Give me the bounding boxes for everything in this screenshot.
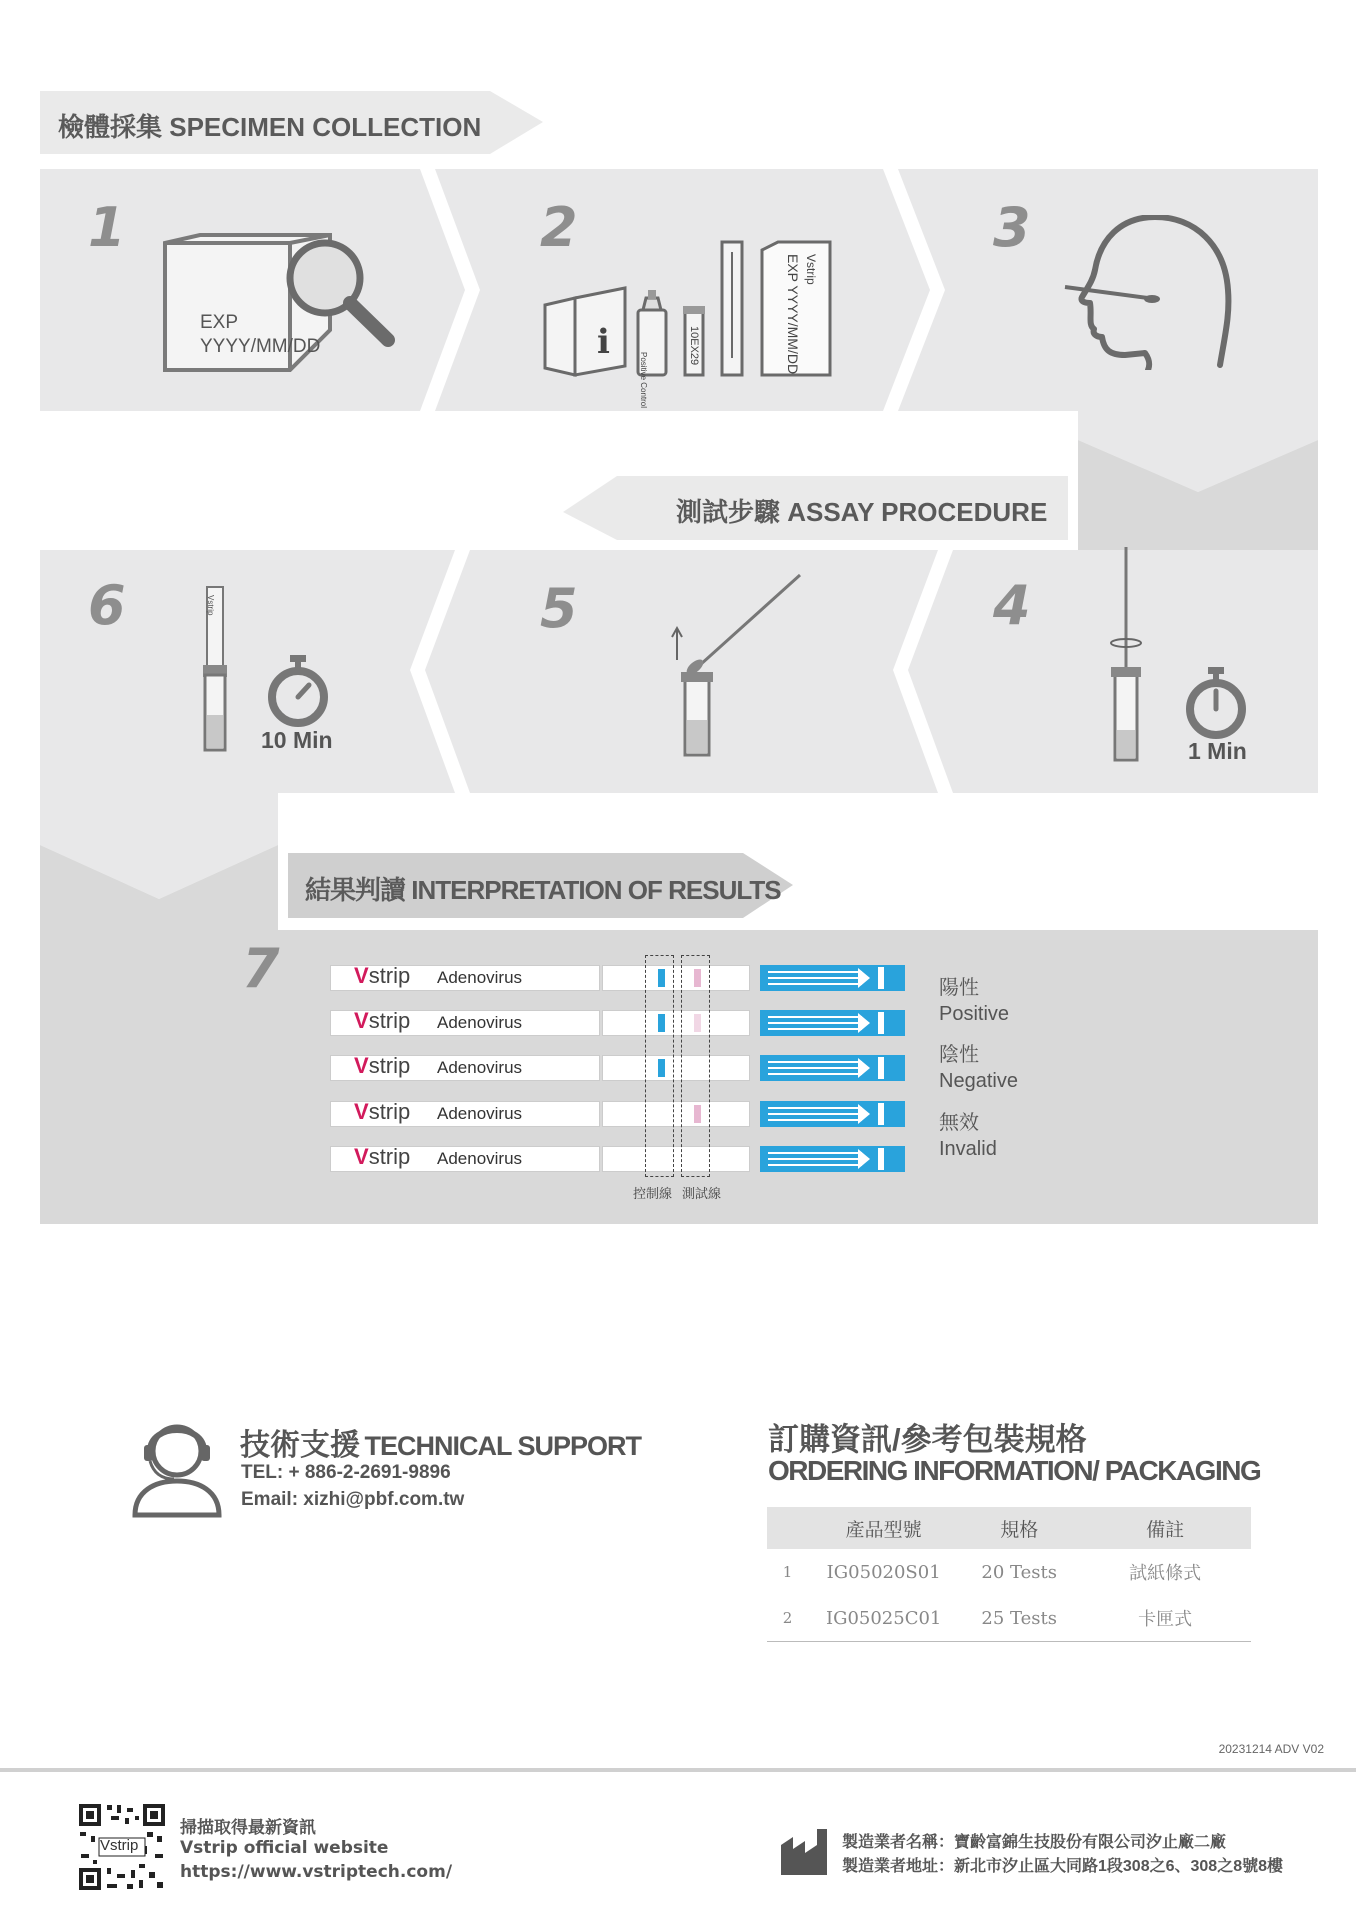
interpretation-header: 結果判讀 INTERPRETATION OF RESULTS xyxy=(305,875,781,905)
test-strip-in-tube-icon xyxy=(195,585,235,755)
strip-brand-rest: strip xyxy=(368,1053,411,1078)
strip-brand xyxy=(354,1099,410,1125)
strip-end xyxy=(878,967,884,989)
table-row xyxy=(767,1549,1251,1595)
control-line-label: 控制線 xyxy=(633,1186,673,1201)
header-note: 備註 xyxy=(1079,1507,1251,1549)
result-strip xyxy=(330,1146,905,1172)
support-title xyxy=(240,1420,641,1464)
strip-end xyxy=(878,1103,884,1125)
step-number-4: 4 xyxy=(993,574,1031,637)
result-invalid xyxy=(939,1110,997,1162)
swab-withdraw-tube-icon xyxy=(665,570,810,760)
result-invalid-zh: 無效 xyxy=(939,1112,979,1134)
pouch-brand: Vstrip xyxy=(804,254,818,285)
row-spec: 25 Tests xyxy=(981,1607,1057,1629)
support-agent-icon xyxy=(130,1413,225,1518)
strip-brand xyxy=(354,1144,410,1170)
strip-end xyxy=(878,1057,884,1079)
positive-control-label: Positive Control xyxy=(639,352,648,409)
qr-brand-text: Vstrip xyxy=(100,1837,139,1854)
result-invalid-en: Invalid xyxy=(939,1138,997,1160)
strip-arrows xyxy=(766,965,874,991)
step-number-5: 5 xyxy=(540,577,578,640)
row-no: 1 xyxy=(782,1563,793,1581)
result-positive-en: Positive xyxy=(939,1003,1010,1025)
strip-brand-v: V xyxy=(354,1053,369,1078)
strip-brand-v: V xyxy=(354,963,369,988)
support-title-zh: 技術支援 xyxy=(240,1429,360,1462)
box-exp-label: EXP xyxy=(200,312,239,333)
pouch-exp: EXP YYYY/MM/DD xyxy=(785,254,801,375)
swab-rotate-in-tube-icon xyxy=(1100,545,1160,765)
strip-brand-v: V xyxy=(354,1008,369,1033)
result-positive xyxy=(939,975,1009,1027)
strip-window xyxy=(602,965,750,991)
scan-label: 掃描取得最新資訊 xyxy=(180,1818,316,1837)
strip-brand-v: V xyxy=(354,1099,369,1124)
header-spec: 規格 xyxy=(959,1507,1079,1549)
nasal-swab-head-icon xyxy=(1060,215,1240,370)
result-negative xyxy=(939,1042,1018,1094)
table-row xyxy=(767,1595,1251,1642)
stopwatch-icon-10min xyxy=(265,653,331,729)
strip-product: Adenovirus xyxy=(437,1104,523,1123)
step4-time: 1 Min xyxy=(1188,738,1247,764)
strip-brand-v: V xyxy=(354,1144,369,1169)
control-line-zone xyxy=(645,955,674,1177)
result-strip xyxy=(330,1101,905,1127)
step-number-6: 6 xyxy=(88,574,126,637)
result-positive-zh: 陽性 xyxy=(939,977,979,999)
support-title-en: TECHNICAL SUPPORT xyxy=(364,1431,641,1461)
document-version: 20231214 ADV V02 xyxy=(1218,1742,1324,1756)
strip-end xyxy=(878,1148,884,1170)
support-tel: TEL: + 886-2-2691-9896 xyxy=(241,1462,451,1483)
strip-window xyxy=(602,1101,750,1127)
website-url[interactable]: https://www.vstriptech.com/ xyxy=(180,1862,453,1882)
step-number-2: 2 xyxy=(540,196,578,259)
row-note: 卡匣式 xyxy=(1138,1609,1193,1630)
strip-window xyxy=(602,1010,750,1036)
support-email: Email: xizhi@pbf.com.tw xyxy=(241,1489,465,1510)
qr-brand xyxy=(100,1837,138,1854)
test-line-label: 測試線 xyxy=(682,1186,722,1201)
step-number-7: 7 xyxy=(242,937,280,1000)
strip-product: Adenovirus xyxy=(437,1013,523,1032)
specimen-collection-header: 檢體採集 SPECIMEN COLLECTION xyxy=(58,112,482,142)
step6-time: 10 Min xyxy=(261,727,333,753)
row-spec: 20 Tests xyxy=(981,1561,1057,1583)
stopwatch-icon-1min xyxy=(1183,665,1249,741)
result-strip xyxy=(330,1010,905,1036)
row-no: 2 xyxy=(782,1609,793,1627)
ordering-title-en: ORDERING INFORMATION/ PACKAGING xyxy=(768,1455,1261,1486)
row-code: IG05020S01 xyxy=(826,1561,941,1583)
strip-brand-rest: strip xyxy=(368,1008,411,1033)
leaflet-info-letter: i xyxy=(597,322,610,362)
website-label: Vstrip official website xyxy=(180,1838,389,1858)
manufacturer-name: 製造業者名稱：寶齡富錦生技股份有限公司汐止廠二廠 xyxy=(842,1834,1227,1851)
strip-window xyxy=(602,1055,750,1081)
buffer-tube-label: 10EX29 xyxy=(688,326,700,366)
strip-arrows xyxy=(766,1101,874,1127)
strip-brand xyxy=(354,963,410,989)
strip-arrows xyxy=(766,1010,874,1036)
strip-product: Adenovirus xyxy=(437,1149,523,1168)
strip-arrows xyxy=(766,1055,874,1081)
factory-icon xyxy=(781,1827,833,1875)
strip-brand-rest: strip xyxy=(368,1144,411,1169)
strip-brand xyxy=(354,1053,410,1079)
ordering-table xyxy=(767,1507,1251,1642)
row-code: IG05025C01 xyxy=(825,1607,942,1629)
assay-procedure-header: 測試步驟 ASSAY PROCEDURE xyxy=(676,497,1048,527)
test-line-zone xyxy=(681,955,710,1177)
ordering-table-header xyxy=(767,1507,1251,1549)
tube-strip-brand: Vstrip xyxy=(206,595,215,616)
step-number-1: 1 xyxy=(88,196,126,259)
result-strip xyxy=(330,965,905,991)
strip-product: Adenovirus xyxy=(437,968,523,987)
result-strip xyxy=(330,1055,905,1081)
header-no xyxy=(767,1507,808,1549)
strip-brand-rest: strip xyxy=(368,1099,411,1124)
strip-window xyxy=(602,1146,750,1172)
strip-end xyxy=(878,1012,884,1034)
strip-arrows xyxy=(766,1146,874,1172)
box-exp-date: YYYY/MM/DD xyxy=(200,336,321,357)
result-negative-en: Negative xyxy=(939,1070,1018,1092)
strip-brand-rest: strip xyxy=(368,963,411,988)
row-note: 試紙條式 xyxy=(1129,1563,1202,1584)
ordering-title-zh: 訂購資訊/參考包裝規格 xyxy=(768,1422,1087,1457)
result-negative-zh: 陰性 xyxy=(939,1044,979,1066)
header-code: 產品型號 xyxy=(808,1507,959,1549)
strip-product: Adenovirus xyxy=(437,1058,523,1077)
strip-brand xyxy=(354,1008,410,1034)
manufacturer-address: 製造業者地址：新北市汐止區大同路1段308之6、308之8號8樓 xyxy=(842,1858,1283,1875)
step-number-3: 3 xyxy=(993,196,1031,259)
